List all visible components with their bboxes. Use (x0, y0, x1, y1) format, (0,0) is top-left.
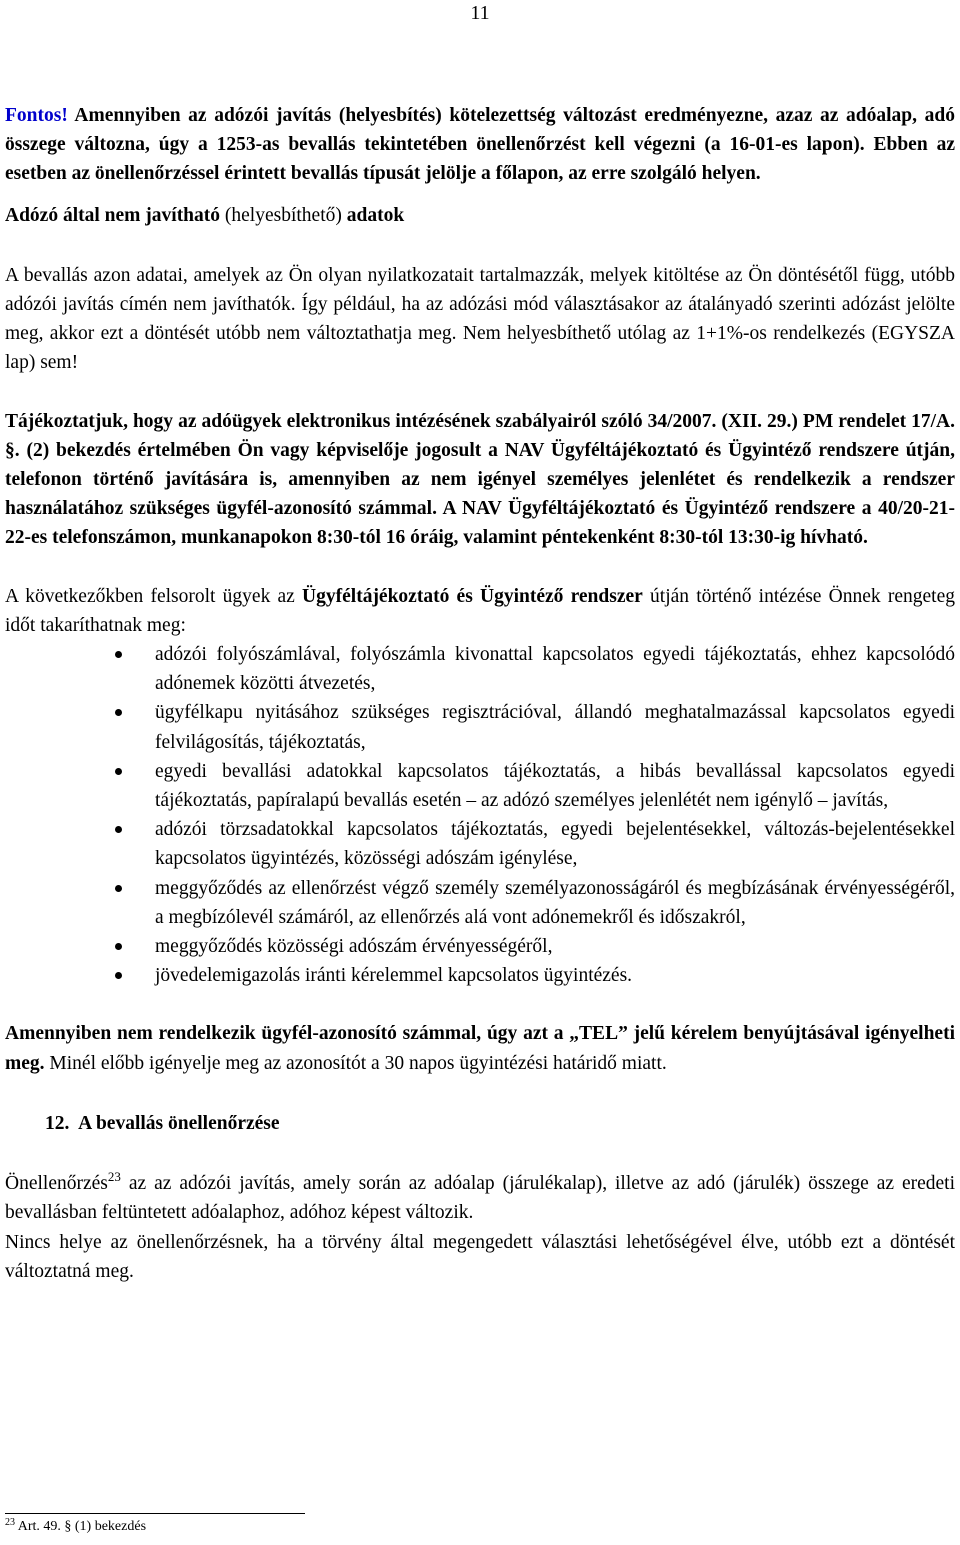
heading-normal: (helyesbíthető) (220, 204, 347, 226)
self-check-definition (5, 1169, 955, 1227)
uncorrectable-heading (5, 201, 955, 230)
heading-bold-end: adatok (346, 204, 405, 226)
services-intro (5, 582, 955, 640)
services-intro-text-end: útján történő intézése Önnek rengeteg időt takaríthatnak meg: (5, 585, 955, 636)
notice-label: Fontos! (5, 105, 68, 126)
list-item: meggyőződés közösségi adószám érvényességéről, (155, 932, 955, 961)
section-title: A bevallás önellenőrzése (78, 1112, 280, 1134)
footnote-divider (5, 1513, 305, 1514)
definition-text: az az adózói javítás, amely során az adóalap (járulékalap), illetve az adó (járulék) összege az eredeti bevallásban feltüntetett adóalaphoz, adóhoz képest változik. (5, 1173, 955, 1224)
services-intro-text: A következőkben felsorolt ügyek az (5, 585, 303, 607)
footnote (5, 1518, 146, 1536)
section-heading (5, 1109, 955, 1138)
footnote-number: 23 (5, 1517, 15, 1528)
footnote-text: Art. 49. § (1) bekezdés (15, 1519, 147, 1534)
page-number: 11 (470, 2, 490, 24)
self-check-exception: Nincs helye az önellenőrzésnek, ha a törvény által megengedett választási lehetőségével élve, utóbb ezt a döntését változtatná meg. (5, 1231, 955, 1282)
list-item: egyedi bevallási adatokkal kapcsolatos tájékoztatás, a hibás bevallással kapcsolatos egyedi tájékoztatás, papíralapú bevallás esetén – az adózó személyes jelenlétét nem igénylő – javítás, (155, 757, 955, 815)
important-notice (5, 101, 955, 189)
info-paragraph: Tájékoztatjuk, hogy az adóügyek elektronikus intézésének szabályairól szóló 34/2007. (XII. 29.) PM rendelet 17/A. §. (2) bekezdés értelmében Ön vagy képviselője jogosult a NAV Ügyféltájékoztató és Ügyintéző rendszere útján, telefonon történő javítására is, amennyiben az nem igényel személyes jelenlétet és rendelkezik a rendszer használatához szükséges ügyfél-azonosító számmal. A NAV Ügyféltájékoztató és Ügyintéző rendszere a 40/20-21-22-es telefonszámon, munkanapokon 8:30-tól 16 óráig, valamint péntekenként 8:30-tól 13:30-ig hívható. (5, 410, 955, 549)
footnote-reference: 23 (107, 1169, 121, 1185)
definition-term: Önellenőrzés (5, 1173, 108, 1195)
uncorrectable-paragraph: A bevallás azon adatai, amelyek az Ön olyan nyilatkozatait tartalmazzák, melyek kitöltése az Ön döntésétől függ, utóbb adózói javítás címén nem javíthatók. Így például, ha az adózási mód választásakor az átalányadó szerinti adózást jelölte meg, akkor ezt a döntését utóbb nem változtathatja meg. Nem helyesbíthető utólag az 1+1%-os rendelkezés (EGYSZA lap) sem! (5, 264, 955, 374)
list-item: ügyfélkapu nyitásához szükséges regisztrációval, állandó meghatalmazással kapcsolatos egyedi felvilágosítás, tájékoztatás, (155, 698, 955, 756)
services-list (5, 640, 955, 990)
list-item: meggyőződés az ellenőrzést végző személy személyazonosságáról és megbízásának érvényességéről, a megbízólevél számáról, az ellenőrzés alá vont adónemekről és időszakról, (155, 874, 955, 932)
id-request-paragraph (5, 1019, 955, 1077)
list-item: adózói törzsadatokkal kapcsolatos tájékoztatás, egyedi bejelentésekkel, változás-bejelentésekkel kapcsolatos ügyintézés, közösségi adószám igénylése, (155, 815, 955, 873)
id-request-text: Minél előbb igényelje meg az azonosítót a 30 napos ügyintézési határidő miatt. (44, 1052, 667, 1074)
services-intro-bold: Ügyféltájékoztató és Ügyintéző rendszer (302, 585, 643, 607)
id-request-bold: Amennyiben nem rendelkezik ügyfél-azonosító számmal, úgy azt a „TEL” jelű kérelem benyújtásával igényelheti meg. (5, 1023, 955, 1074)
section-number: 12. (45, 1112, 70, 1134)
heading-bold-start: Adózó által nem javítható (5, 204, 221, 226)
list-item: jövedelemigazolás iránti kérelemmel kapcsolatos ügyintézés. (155, 961, 955, 990)
document-body (5, 101, 955, 1286)
list-item: adózói folyószámlával, folyószámla kivonattal kapcsolatos egyedi tájékoztatás, ehhez kapcsolódó adónemek közötti átvezetés, (155, 640, 955, 698)
notice-text: Amennyiben az adózói javítás (helyesbítés) kötelezettség változást eredményezne, azaz az adóalap, adó összege változna, úgy a 1253-as bevallás tekintetében önellenőrzést kell végezni (a 16-01-es lapon). Ebben az esetben az önellenőrzéssel érintett bevallás típusát jelölje a főlapon, az erre szolgáló helyen. (5, 105, 955, 185)
